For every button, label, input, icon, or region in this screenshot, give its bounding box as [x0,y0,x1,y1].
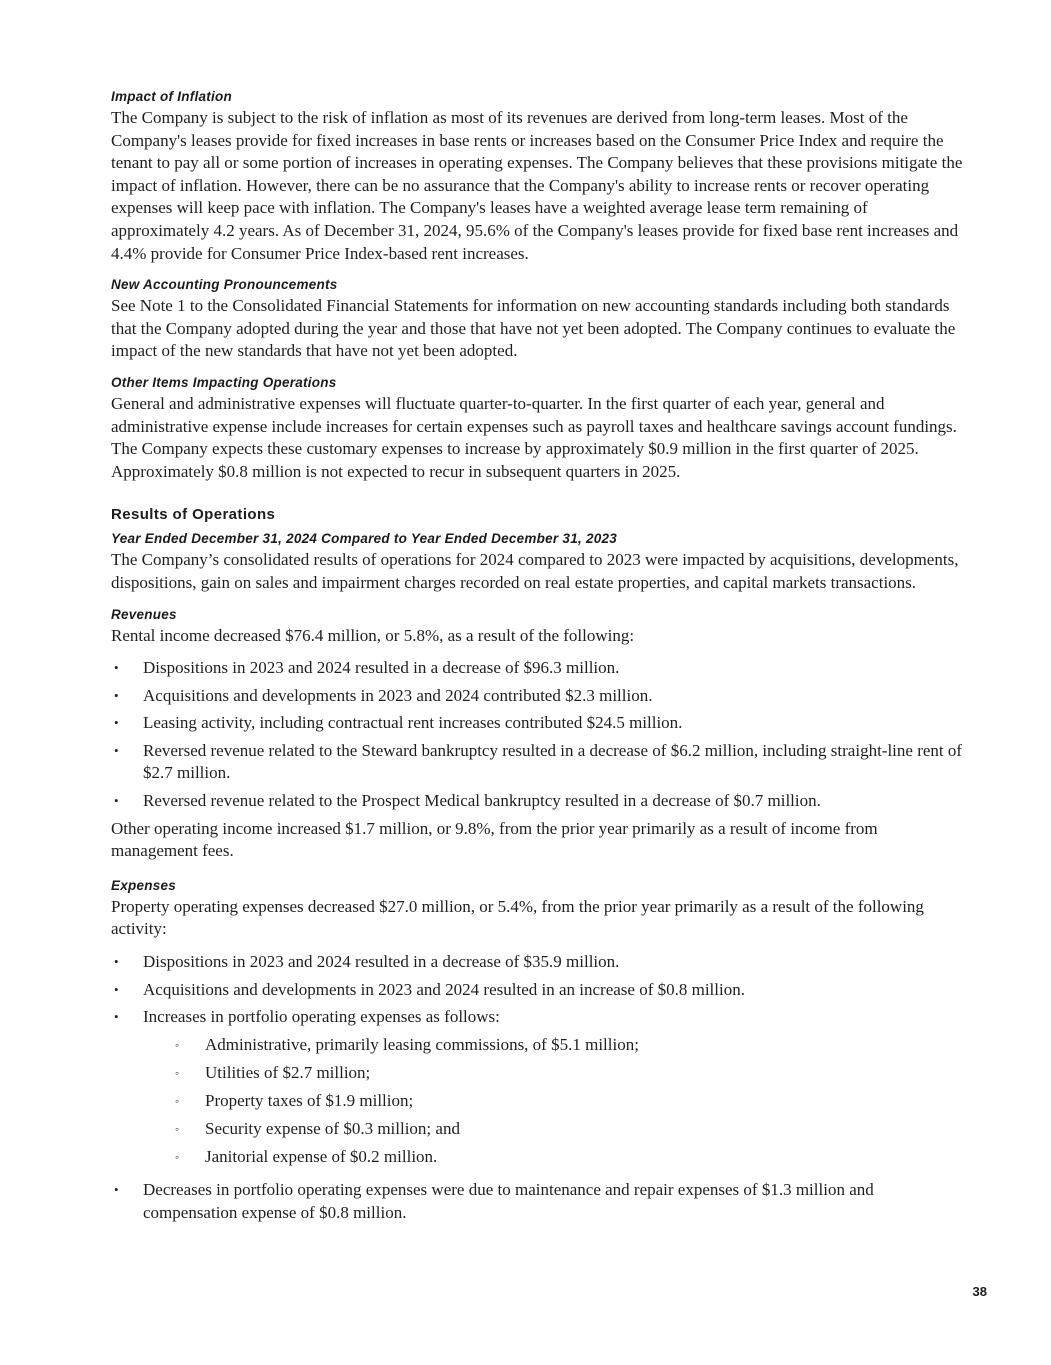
bullet-text: Increases in portfolio operating expenses as follows: [143,1007,500,1027]
sub-bullet-icon: ◦ [175,1037,180,1052]
section-revenues [111,606,968,863]
bullet-icon: • [114,687,119,703]
paragraph-revenues-closing: Other operating income increased $1.7 million, or 9.8%, from the prior year primarily as a result of income from management fees. [111,818,878,861]
expenses-sub-bullet-list [173,1034,968,1169]
bullet-icon: • [114,1182,119,1198]
expenses-bullet-list [111,951,968,1224]
list-item [173,1034,968,1057]
sub-bullet-icon: ◦ [175,1065,180,1080]
bullet-text: Dispositions in 2023 and 2024 resulted in a decrease of $96.3 million. [143,658,620,678]
bullet-icon: • [114,660,119,676]
revenues-bullet-list [111,657,968,813]
heading-expenses: Expenses [111,877,177,893]
sub-bullet-text: Utilities of $2.7 million; [205,1062,371,1082]
paragraph-other-items-impacting-operations: General and administrative expenses will fluctuate quarter-to-quarter. In the first quarter of each year, general and administrative expense include increases for certain expenses such as payroll taxes and healthcare savings account fundings. The Company expects these customary expenses to increase by approximately $0.9 million in the first quarter of 2025. Approximately $0.8 million is not expected to recur in subsequent quarters in 2025. [111,393,957,481]
sub-bullet-icon: ◦ [175,1094,180,1108]
heading-year-ended-comparison: Year Ended December 31, 2024 Compared to Year Ended December 31, 2023 [111,531,617,547]
bullet-icon: • [114,715,119,731]
list-item [111,1006,968,1174]
list-item [111,951,968,974]
sub-bullet-text: Property taxes of $1.9 million; [205,1091,414,1110]
section-expenses [111,877,968,1225]
list-item [111,790,968,813]
bullet-icon: • [114,793,119,809]
section-new-accounting-pronouncements [111,276,968,363]
bullet-icon: • [114,954,119,970]
bullet-icon: • [114,981,119,997]
list-item [111,712,968,735]
section-other-items-impacting-operations [111,374,968,483]
bullet-text: Reversed revenue related to the Steward bankruptcy resulted in a decrease of $6.2 million, including straight-line rent of $2.7 million. [143,740,963,783]
bullet-text: Leasing activity, including contractual rent increases contributed $24.5 million. [143,713,683,733]
paragraph-impact-of-inflation: The Company is subject to the risk of inflation as most of its revenues are derived from long-term leases. Most of the Company's leases provide for fixed increases in base rents or increases based on the Consumer Price Index and require the tenant to pay all or some portion of increases in operating expenses. The Company believes that these provisions mitigate the impact of inflation. However, there can be no assurance that the Company's ability to increase rents or recover operating expenses will keep pace with inflation. The Company's leases have a weighted average lease term remaining of approximately 4.2 years. As of December 31, 2024, 95.6% of the Company's leases provide for fixed base rent increases and 4.4% provide for Consumer Price Index-based rent increases. [111,108,963,263]
paragraph-revenues-lead: Rental income decreased $76.4 million, or 5.8%, as a result of the following: [111,625,635,645]
list-item [111,657,968,680]
heading-other-items-impacting-operations: Other Items Impacting Operations [111,374,337,390]
bullet-icon: • [114,742,119,758]
section-impact-of-inflation [111,88,968,265]
bullet-text: Acquisitions and developments in 2023 and 2024 resulted in an increase of $0.8 million. [143,979,745,999]
paragraph-results-of-operations: The Company’s consolidated results of operations for 2024 compared to 2023 were impacted by acquisitions, developments, dispositions, gain on sales and impairment charges recorded on real estate properties, and capital markets transactions. [111,550,959,592]
page-number: 38 [972,1284,987,1299]
list-item [111,979,968,1002]
bullet-text: Reversed revenue related to the Prospect Medical bankruptcy resulted in a decrease of $0.7 million. [143,791,821,811]
sub-bullet-text: Janitorial expense of $0.2 million. [205,1147,438,1167]
section-results-of-operations [111,505,968,594]
list-item [173,1062,968,1085]
bullet-text: Dispositions in 2023 and 2024 resulted in a decrease of $35.9 million. [143,952,620,972]
paragraph-new-accounting-pronouncements: See Note 1 to the Consolidated Financial Statements for information on new accounting standards including both standards that the Company adopted during the year and those that have not yet been adopted. The Company continues to evaluate the impact of the new standards that have not yet been adopted. [111,296,956,361]
list-item [173,1090,968,1113]
title-results-of-operations: Results of Operations [111,506,276,524]
sub-bullet-text: Administrative, primarily leasing commissions, of $5.1 million; [205,1034,639,1054]
list-item [173,1146,968,1169]
list-item [111,685,968,708]
list-item [173,1118,968,1141]
sub-bullet-text: Security expense of $0.3 million; and [205,1119,460,1139]
list-item [111,740,968,785]
paragraph-expenses-lead: Property operating expenses decreased $27.0 million, or 5.4%, from the prior year primarily as a result of the following activity: [111,896,924,939]
sub-bullet-icon: ◦ [175,1122,180,1137]
bullet-icon: • [114,1009,119,1025]
list-item [111,1179,968,1224]
bullet-text-with-sublist [143,1006,968,1174]
heading-new-accounting-pronouncements: New Accounting Pronouncements [111,277,338,293]
heading-impact-of-inflation: Impact of Inflation [111,89,232,104]
bullet-text: Decreases in portfolio operating expenses were due to maintenance and repair expenses of $1.3 million and compensation expense of $0.8 million. [143,1180,874,1222]
sub-bullet-icon: ◦ [175,1150,180,1165]
bullet-text: Acquisitions and developments in 2023 and 2024 contributed $2.3 million. [143,685,653,705]
heading-revenues: Revenues [111,606,177,622]
